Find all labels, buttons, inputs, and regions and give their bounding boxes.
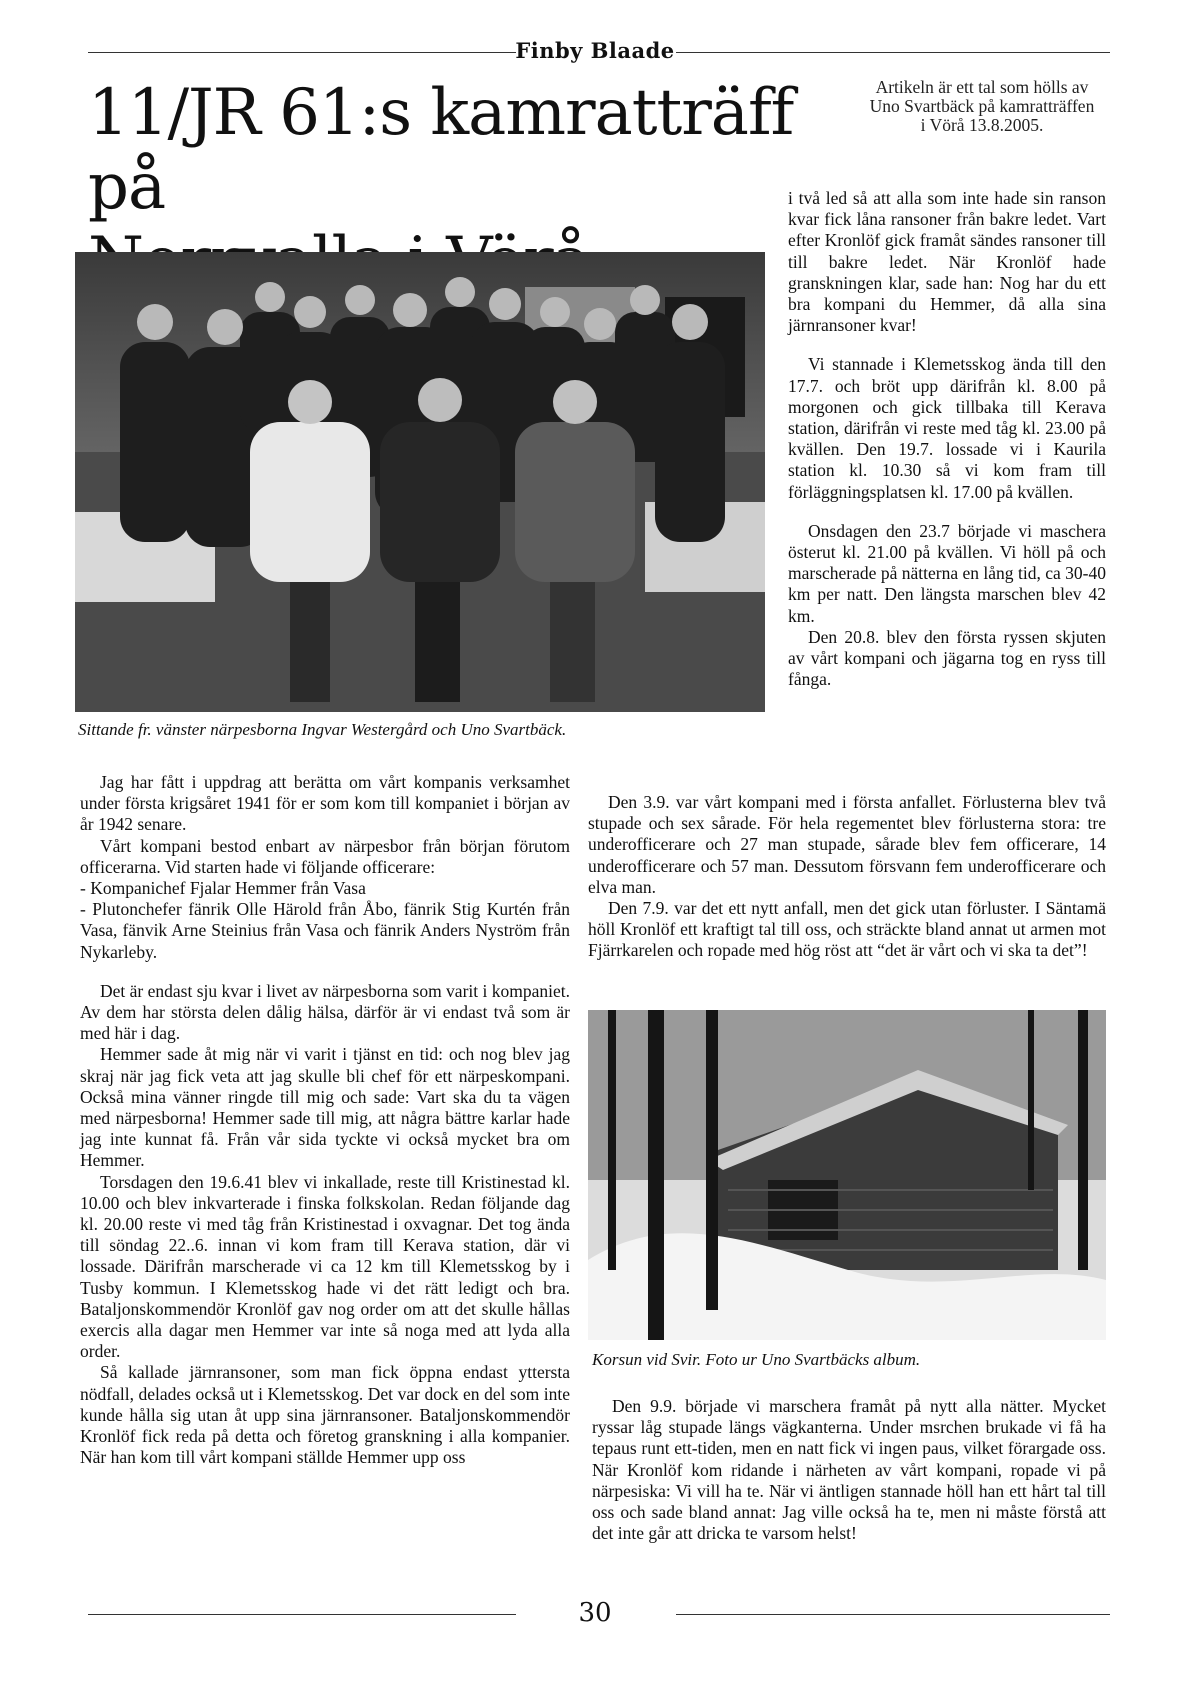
- group-photo: [75, 252, 765, 712]
- left-paragraph: - Kompanichef Fjalar Hemmer från Vasa: [80, 878, 366, 899]
- right-paragraph: i två led så att alla som inte hade sin ranson kvar fick låna ransoner från bakre ledet. Vart efter Kronlöf gick framåt sändes ransoner till till bakre ledet. När Kronlöf hade granskningen klar, sade han: Nog har du ett bra kompani du Hemmer, då alla sina järnransoner kvar!: [788, 188, 1106, 336]
- intro-text: Artikeln är ett tal som hölls av Uno Svartbäck på kamratträffen i Vörå 13.8.2005.: [869, 77, 1095, 135]
- article-intro: [866, 78, 1098, 135]
- group-photo-caption: Sittande fr. vänster närpesborna Ingvar Westergård och Uno Svartbäck.: [78, 720, 567, 739]
- right-paragraph: Vi stannade i Klemetsskog ända till den 17.7. och bröt upp därifrån kl. 8.00 på morgonen och gick tillbaka till Kerava station, därifrån vi reste med tåg kl. 23.00 på kvällen. Den 19.7. lossade vi i Kaurila station kl. 10.30 så vi kom fram till förläggningsplatsen kl. 17.00 på kvällen.: [788, 354, 1106, 502]
- right-paragraph: Den 7.9. var det ett nytt anfall, men det gick utan förluster. I Säntamä höll Kronlöf ett kraftigt tal till oss, och sträckte bland annat ut armen mot Fjärrkarelen och ropade med hög röst att “det är vårt och vi ska ta det”!: [588, 898, 1106, 961]
- right-column-mid: [588, 792, 1106, 962]
- right-column-bottom: [592, 1396, 1106, 1544]
- left-column: [80, 772, 570, 1469]
- right-paragraph: Den 3.9. var vårt kompani med i första anfallet. Förlusterna blev två stupade och sex sårade. För hela regementet blev förlusterna stora: tre underofficerare och 27 man stupade, sårade blev fem officerare, 14 underofficerare och 57 man. Dessutom försvann fem underofficerare och elva man.: [588, 792, 1106, 897]
- left-paragraph: Hemmer sade åt mig när vi varit i tjänst en tid: och nog blev jag skraj när jag fick veta att jag skulle bli chef för ett närpeskompani. Också mina vänner ringde till mig och sade: Vart ska du ta vägen med närpesborna! Hemmer sade till mig, att några bättre karlar hade jag inte kunnat få. Från vår sida tyckte vi också mycket bra om Hemmer.: [80, 1044, 570, 1171]
- cabin-photo-image: [588, 1010, 1106, 1340]
- left-paragraph: Torsdagen den 19.6.41 blev vi inkallade, reste till Kristinestad kl. 10.00 och blev inkvarterade i finska folkskolan. Redan följande dag kl. 20.00 reste vi med tåg från Kristinestad i oxvagnar. Det tog ända till söndag 22..6. innan vi kom fram till Kerava station, där vi lossade. Därifrån marscherade vi ca 12 km till Klemetsskog by i Tusby kommun. I Klemetsskog hade vi det rätt ledigt och bra. Bataljonskommendör Kronlöf gav nog order om att det skulle hållas exercis alla dagar men Hemmer var inte så noga med att lyda alla order.: [80, 1171, 570, 1362]
- left-paragraph: Så kallade järnransoner, som man fick öppna endast yttersta nödfall, delades också ut i Klemetsskog. Det var dock en del som inte kunde hålla sig utan åt upp sina järnransoner. Bataljonskommendör Kronlöf fick reda på detta och företog granskning i alla kompanier. När han kom till vårt kompani ställde Hemmer upp oss: [80, 1362, 570, 1468]
- cabin-photo: [588, 1010, 1106, 1340]
- right-paragraph: Den 9.9. började vi marschera framåt på nytt alla nätter. Mycket ryssar låg stupade längs vägkanterna. Under msrchen brukade vi få ha tepaus runt ett-tiden, men en natt fick vi ingen paus, vilket förargade oss. När Kronlöf kom ridande i närheten av vårt kompani, ropade vi på närpesiska: Vi vill ha te. När vi äntligen stannade höll han ett hårt tal till oss och sade bland annat: Jag ville också ha te, men ni måste förstå att det inte går att dricka te varsom helst!: [592, 1396, 1106, 1544]
- left-paragraph: Jag har fått i uppdrag att berätta om vårt kompanis verksamhet under första krigsåret 1941 för er som kom till kompaniet i början av år 1942 senare.: [80, 772, 570, 835]
- left-paragraph: Vårt kompani bestod enbart av närpesbor från början förutom officerarna. Vid starten hade vi följande officerare:: [80, 835, 570, 877]
- footer-rule-right: [676, 1614, 1110, 1615]
- left-paragraph: Det är endast sju kvar i livet av närpesborna som varit i kompaniet. Av dem har största delen dålig hälsa, därför är vi endast två som är med här i dag.: [80, 980, 570, 1044]
- cabin-photo-caption: Korsun vid Svir. Foto ur Uno Svartbäcks album.: [592, 1350, 921, 1369]
- left-paragraph: - Plutonchefer fänrik Olle Härold från Åbo, fänrik Stig Kurtén från Vasa, fänvik Arne Steinius från Vasa och fänrik Anders Nyström från Nykarleby.: [80, 899, 570, 962]
- right-column-top: [788, 188, 1106, 690]
- right-paragraph: Den 20.8. blev den första ryssen skjuten av vårt kompani och jägarna tog en ryss till fånga.: [788, 626, 1106, 690]
- right-paragraph: Onsdagen den 23.7 började vi maschera österut kl. 21.00 på kvällen. Vi höll på och marscherade på nätterna en lång tid, ca 30-40 km per natt. Den längsta marschen blev 42 km.: [788, 520, 1106, 626]
- page-number: 30: [578, 1598, 612, 1628]
- publication-name: Finby Blaade: [515, 38, 675, 63]
- header-rule-right: [676, 52, 1110, 53]
- group-photo-image: [75, 252, 765, 712]
- article-title-line1: 11/JR 61:s kamratträff på: [88, 76, 794, 224]
